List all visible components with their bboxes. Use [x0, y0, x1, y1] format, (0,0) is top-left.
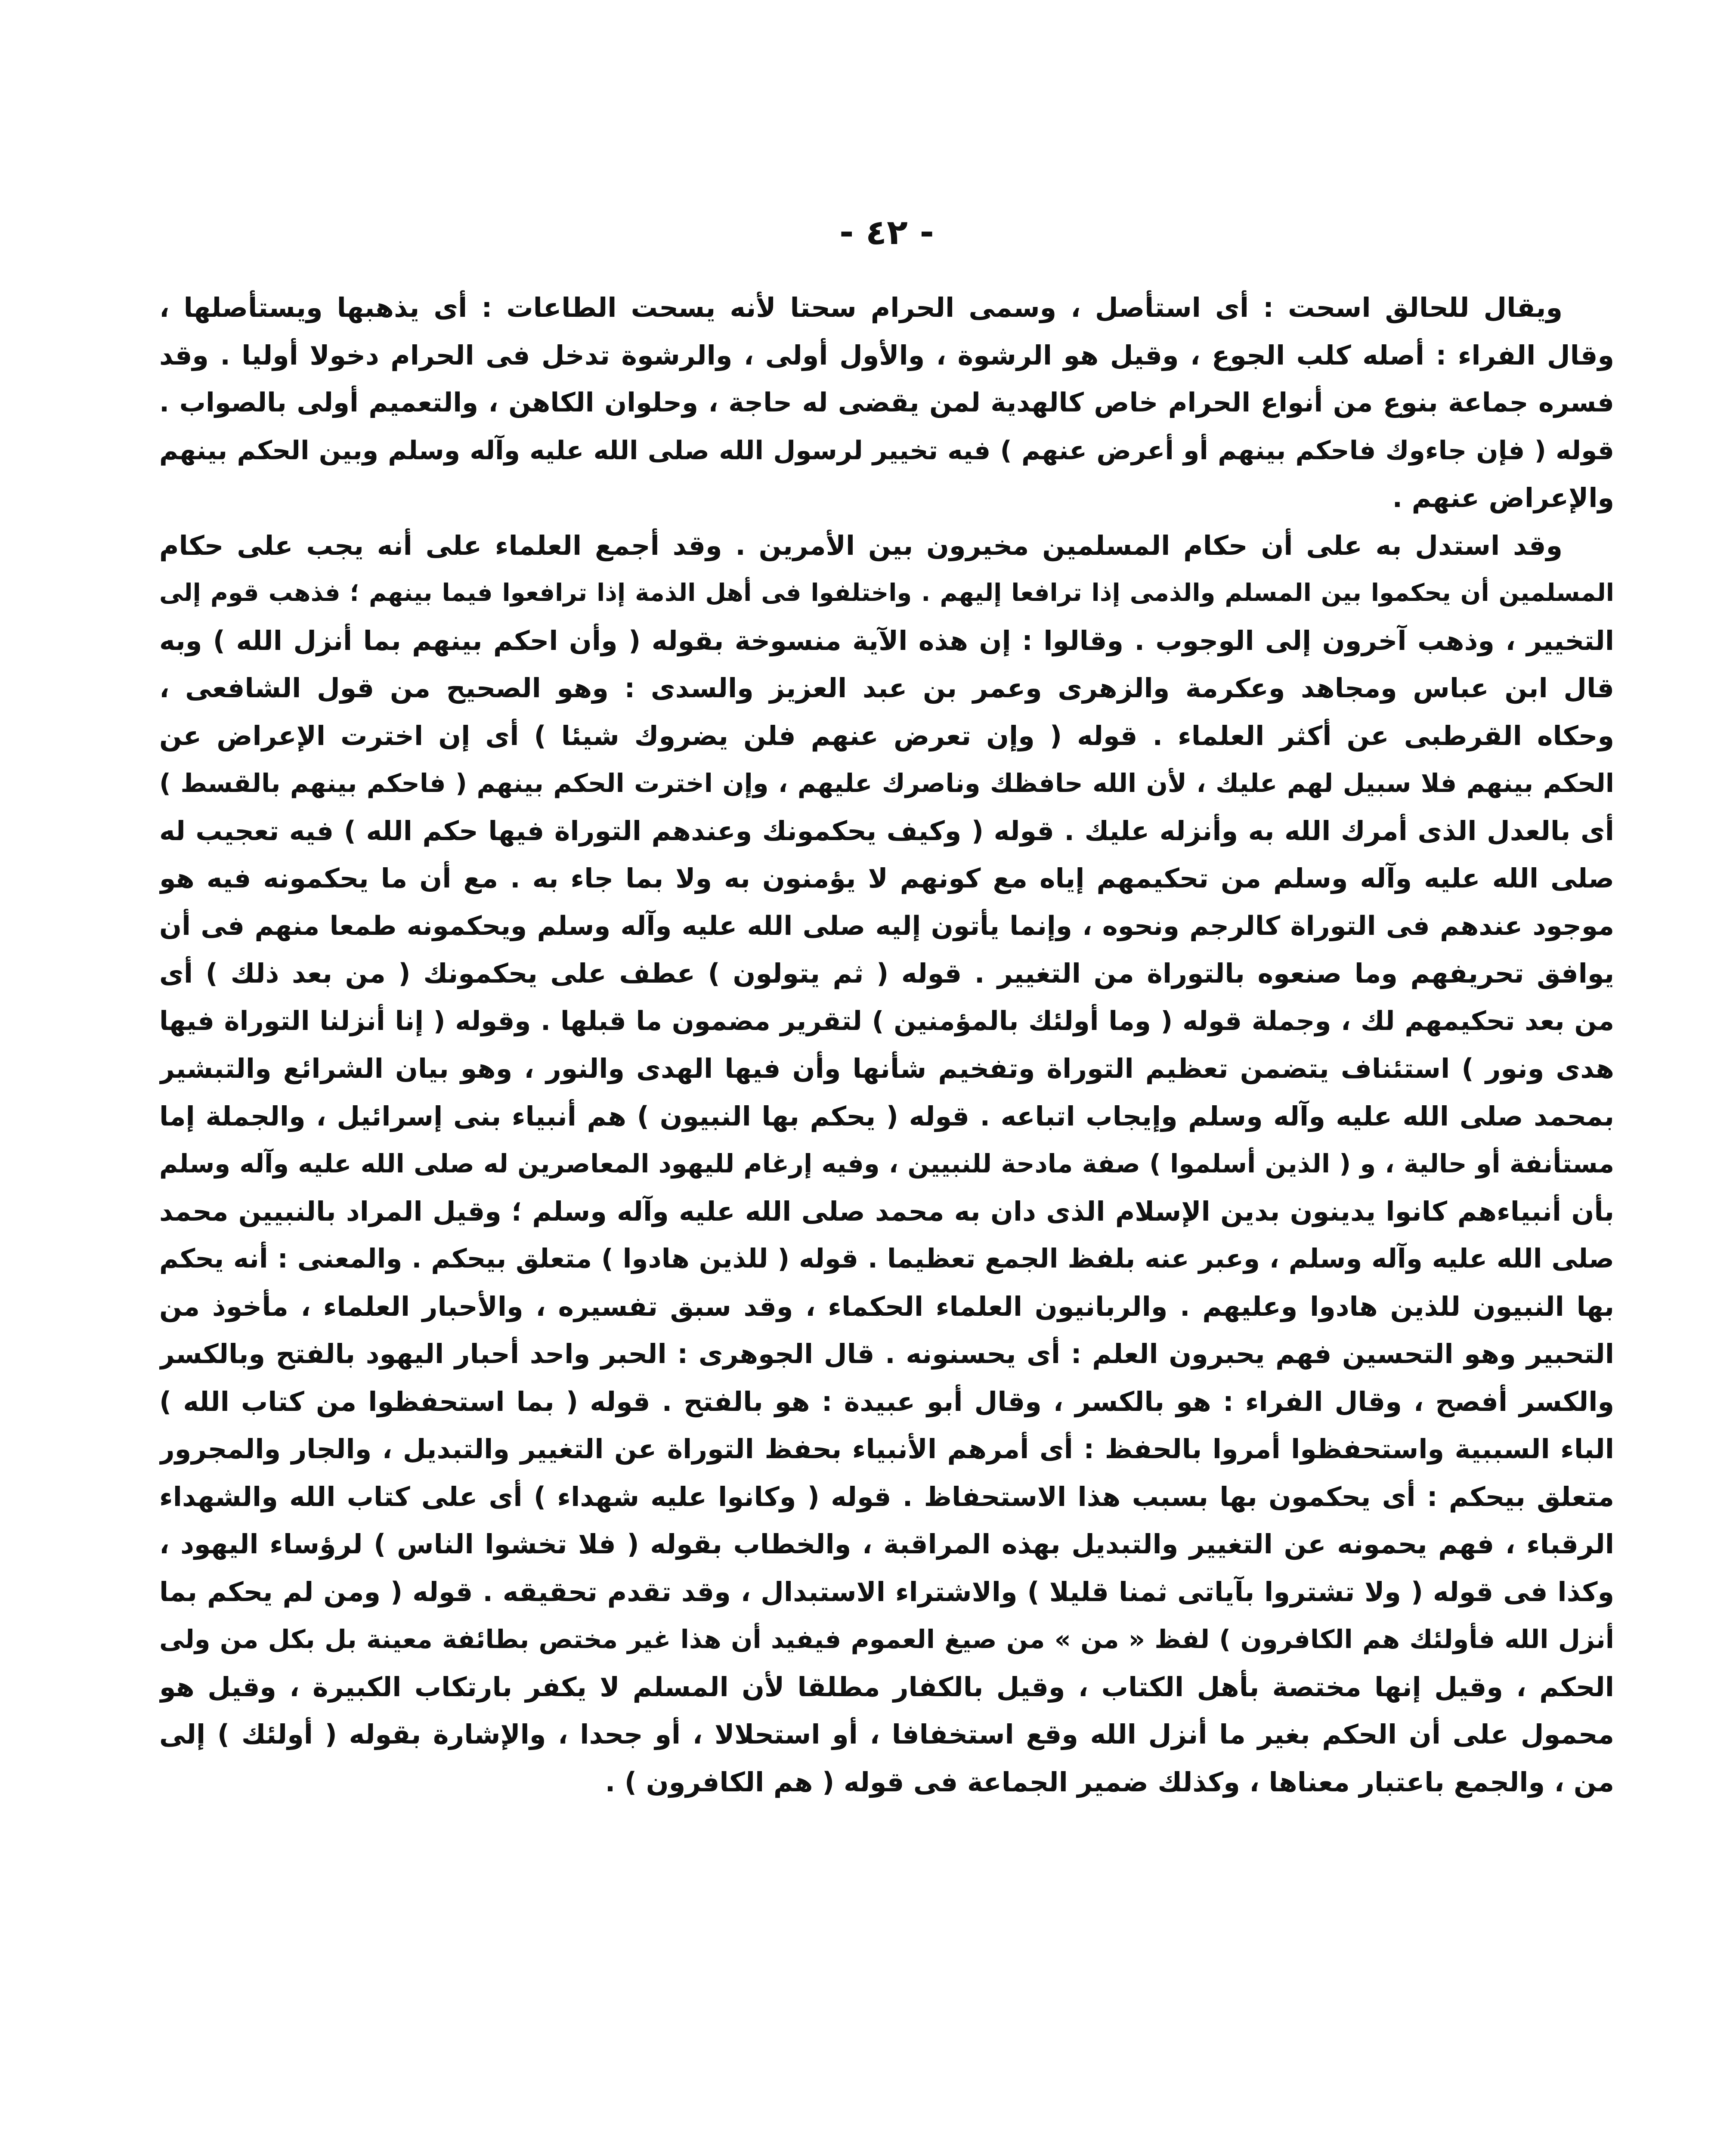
text-line: الحكم ، وقيل إنها مختصة بأهل الكتاب ، وقيل بالكفار مطلقا لأن المسلم لا يكفر بارتكاب الكبيرة ، وقيل هو — [159, 1671, 1614, 1703]
text-line: من ، والجمع باعتبار معناها ، وكذلك ضمير الجماعة فى قوله ( هم الكافرون ) . — [605, 1766, 1614, 1798]
text-line: يوافق تحريفهم وما صنعوه بالتوراة من التغيير . قوله ( ثم يتولون ) عطف على يحكمونك ( من بعد ذلك ) أى — [159, 958, 1614, 989]
text-line: بمحمد صلى الله عليه وآله وسلم وإيجاب اتباعه . قوله ( يحكم بها النبيون ) هم أنبياء بنى إسرائيل ، والجملة إما — [159, 1100, 1614, 1132]
text-line: وقال الفراء : أصله كلب الجوع ، وقيل هو الرشوة ، والأول أولى ، والرشوة تدخل فى الحرام دخولا أوليا . وقد — [159, 339, 1614, 371]
text-line: صلى الله عليه وآله وسلم من تحكيمهم إياه مع كونهم لا يؤمنون به ولا بما جاء به . مع أن ما يحكمونه فيه هو — [159, 863, 1614, 894]
text-line: صلى الله عليه وآله وسلم ، وعبر عنه بلفظ الجمع تعظيما . قوله ( للذين هادوا ) متعلق بيحكم . والمعنى : أنه يحكم — [159, 1243, 1614, 1274]
text-line: وكذا فى قوله ( ولا تشتروا بآياتى ثمنا قليلا ) والاشتراء الاستبدال ، وقد تقدم تحقيقه . قوله ( ومن لم يحكم بما — [159, 1576, 1614, 1608]
text-line: التحبير وهو التحسين فهم يحبرون العلم : أى يحسنونه . قال الجوهرى : الحبر واحد أحبار اليهود بالفتح وبالكسر — [159, 1338, 1614, 1370]
text-line: قوله ( فإن جاءوك فاحكم بينهم أو أعرض عنهم ) فيه تخيير لرسول الله صلى الله عليه وآله وسلم وبين الحكم بينهم — [159, 435, 1614, 466]
text-line: من بعد تحكيمهم لك ، وجملة قوله ( وما أولئك بالمؤمنين ) لتقرير مضمون ما قبلها . وقوله ( إنا أنزلنا التوراة فيها — [159, 1005, 1614, 1036]
book-page — [159, 207, 1614, 2152]
text-line: مستأنفة أو حالية ، و ( الذين أسلموا ) صفة مادحة للنبيين ، وفيه إرغام لليهود المعاصرين له صلى الله عليه وآله وسلم — [159, 1149, 1614, 1178]
text-line: الحكم بينهم فلا سبيل لهم عليك ، لأن الله حافظك وناصرك عليهم ، وإن اخترت الحكم بينهم ( فاحكم بينهم بالقسط ) — [159, 768, 1614, 798]
text-line: الرقباء ، فهم يحمونه عن التغيير والتبديل بهذه المراقبة ، والخطاب بقوله ( فلا تخشوا الناس ) لرؤساء اليهود ، — [159, 1528, 1614, 1560]
text-line: أنزل الله فأولئك هم الكافرون ) لفظ « من » من صيغ العموم فيفيد أن هذا غير مختص بطائفة معينة بل بكل من ولى — [159, 1624, 1614, 1654]
text-line: بأن أنبياءهم كانوا يدينون بدين الإسلام الذى دان به محمد صلى الله عليه وآله وسلم ؛ وقيل المراد بالنبيين محمد — [159, 1195, 1614, 1227]
text-line: الباء السببية واستحفظوا أمروا بالحفظ : أى أمرهم الأنبياء بحفظ التوراة عن التغيير والتبديل ، والجار والمجرور — [159, 1433, 1614, 1465]
text-line: أى بالعدل الذى أمرك الله به وأنزله عليك . قوله ( وكيف يحكمونك وعندهم التوراة فيها حكم الله ) فيه تعجيب له — [159, 815, 1614, 847]
text-line: متعلق بيحكم : أى يحكمون بها بسبب هذا الاستحفاظ . قوله ( وكانوا عليه شهداء ) أى على كتاب الله والشهداء — [159, 1481, 1614, 1512]
text-line: والإعراض عنهم . — [1392, 482, 1614, 513]
body-text — [159, 284, 1614, 1806]
text-line: ويقال للحالق اسحت : أى استأصل ، وسمى الحرام سحتا لأنه يسحت الطاعات : أى يذهبها ويستأصلها ، — [159, 292, 1563, 323]
text-line: وحكاه القرطبى عن أكثر العلماء . قوله ( وإن تعرض عنهم فلن يضروك شيئا ) أى إن اخترت الإعراض عن — [159, 720, 1614, 751]
text-line: بها النبيون للذين هادوا وعليهم . والربانيون العلماء الحكماء ، وقد سبق تفسيره ، والأحبار العلماء ، مأخوذ من — [159, 1290, 1614, 1322]
text-line: والكسر أفصح ، وقال الفراء : هو بالكسر ، وقال أبو عبيدة : هو بالفتح . قوله ( بما استحفظوا من كتاب الله ) — [159, 1385, 1614, 1417]
text-line: فسره جماعة بنوع من أنواع الحرام خاص كالهدية لمن يقضى له حاجة ، وحلوان الكاهن ، والتعميم أولى بالصواب . — [159, 387, 1614, 418]
text-line: محمول على أن الحكم بغير ما أنزل الله وقع استخفافا ، أو استحلالا ، أو جحدا ، والإشارة بقوله ( أولئك ) إلى — [159, 1719, 1614, 1750]
text-line: قال ابن عباس ومجاهد وعكرمة والزهرى وعمر بن عبد العزيز والسدى : وهو الصحيح من قول الشافعى ، — [159, 672, 1614, 704]
text-line: المسلمين أن يحكموا بين المسلم والذمى إذا ترافعا إليهم . واختلفوا فى أهل الذمة إذا ترافعوا فيما بينهم ؛ فذهب قوم إلى — [159, 579, 1614, 607]
text-line: موجود عندهم فى التوراة كالرجم ونحوه ، وإنما يأتون إليه صلى الله عليه وآله وسلم ويحكمونه طمعا منهم فى أن — [159, 910, 1614, 941]
text-line: هدى ونور ) استئناف يتضمن تعظيم التوراة وتفخيم شأنها وأن فيها الهدى والنور ، وهو بيان الشرائع والتبشير — [159, 1053, 1614, 1084]
page-number: - ٤٢ - — [839, 212, 934, 252]
text-line: وقد استدل به على أن حكام المسلمين مخيرون بين الأمرين . وقد أجمع العلماء على أنه يجب على حكام — [159, 529, 1563, 561]
text-line: التخيير ، وذهب آخرون إلى الوجوب . وقالوا : إن هذه الآية منسوخة بقوله ( وأن احكم بينهم بما أنزل الله ) وبه — [159, 625, 1614, 656]
